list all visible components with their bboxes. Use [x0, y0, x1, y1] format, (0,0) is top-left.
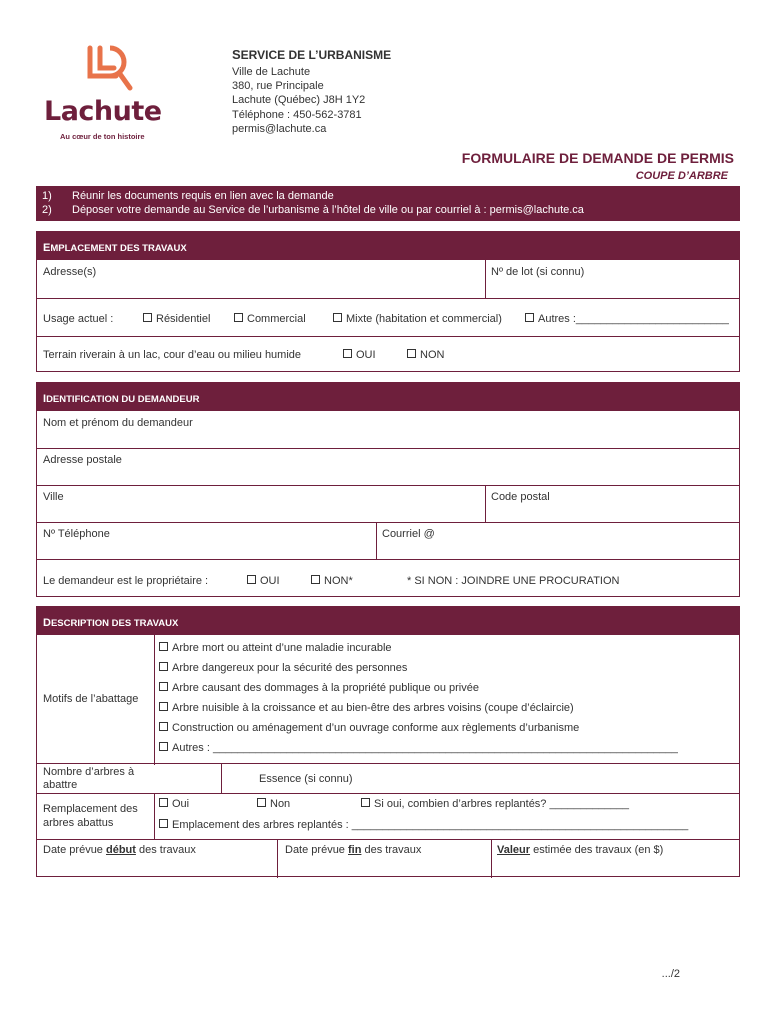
essence-label: Essence (si connu)	[259, 773, 353, 785]
adresse-label: Adresse(s)	[43, 266, 97, 278]
section-heading: IDENTIFICATION DU DEMANDEUR	[37, 383, 739, 411]
proprietaire-label: Le demandeur est le propriétaire :	[43, 575, 209, 587]
motifs-label: Motifs de l’abattage	[43, 693, 139, 705]
valeur-label: Valeur estimée des travaux (en $)	[497, 844, 664, 856]
instruction-number: 2)	[42, 204, 52, 216]
address-line: Téléphone : 450-562-3781	[232, 108, 362, 121]
lachute-logo	[44, 44, 174, 144]
motif-checkbox[interactable]: Construction ou aménagement d’un ouvrage conforme aux règlements d’urbanisme	[159, 722, 579, 734]
motif-checkbox[interactable]: Arbre causant des dommages à la propriété publique ou privée	[159, 682, 479, 694]
adresse-postale-label: Adresse postale	[43, 454, 122, 466]
address-email[interactable]: permis@lachute.ca	[232, 122, 327, 135]
motif-autres-checkbox[interactable]: Autres : ____________________________________________________________________________	[159, 742, 678, 754]
remplacement-emplacement-checkbox[interactable]: Emplacement des arbres replantés : _______________________________________________________	[159, 819, 688, 831]
date-debut-label: Date prévue début des travaux	[43, 844, 196, 856]
section-identification	[36, 382, 740, 597]
code-postal-label: Code postal	[491, 491, 550, 503]
nombre-label-2: abattre	[43, 779, 78, 791]
logo-mark-icon	[80, 44, 142, 94]
usage-mixte-checkbox[interactable]: Mixte (habitation et commercial)	[333, 313, 502, 325]
remplacement-combien-checkbox[interactable]: Si oui, combien d’arbres replantés? _____________	[361, 798, 629, 810]
instruction-text: Déposer votre demande au Service de l’urbanisme à l’hôtel de ville ou par courriel à : permis@lachute.ca	[72, 204, 584, 216]
address-line: Lachute (Québec) J8H 1Y2	[232, 94, 366, 107]
logo-tagline: Au cœur de ton histoire	[60, 132, 145, 141]
logo-name: Lachute	[44, 96, 162, 127]
address-line: 380, rue Principale	[232, 80, 324, 93]
motif-checkbox[interactable]: Arbre mort ou atteint d’une maladie incurable	[159, 642, 392, 654]
form-subtitle: COUPE D’ARBRE	[635, 170, 728, 182]
motif-checkbox[interactable]: Arbre nuisible à la croissance et au bien-être des arbres voisins (coupe d’éclaircie)	[159, 702, 574, 714]
courriel-label: Courriel @	[382, 528, 435, 540]
form-title: FORMULAIRE DE DEMANDE DE PERMIS	[461, 150, 734, 166]
nom-label: Nom et prénom du demandeur	[43, 417, 193, 429]
instruction-number: 1)	[42, 190, 52, 202]
procuration-note: * SI NON : JOINDRE UNE PROCURATION	[407, 575, 620, 587]
nombre-label-1: Nombre d’arbres à	[43, 766, 135, 778]
remplacement-oui-checkbox[interactable]: Oui	[159, 798, 189, 810]
remplacement-label-1: Remplacement des	[43, 803, 138, 815]
service-address	[232, 65, 365, 136]
lot-label: Nº de lot (si connu)	[491, 266, 585, 278]
remplacement-non-checkbox[interactable]: Non	[257, 798, 290, 810]
usage-commercial-checkbox[interactable]: Commercial	[234, 313, 306, 325]
instruction-text: Réunir les documents requis en lien avec la demande	[72, 190, 334, 202]
page-number: .../2	[661, 968, 680, 980]
riverain-label: Terrain riverain à un lac, cour d’eau ou milieu humide	[43, 349, 302, 361]
telephone-label: Nº Téléphone	[43, 528, 110, 540]
service-title: SERVICE DE L’URBANISME	[232, 47, 392, 62]
usage-label: Usage actuel :	[43, 313, 114, 325]
section-description	[36, 606, 740, 877]
motif-checkbox[interactable]: Arbre dangereux pour la sécurité des personnes	[159, 662, 407, 674]
address-line: Ville de Lachute	[232, 66, 311, 78]
section-heading: EMPLACEMENT DES TRAVAUX	[37, 232, 739, 260]
usage-autres-checkbox[interactable]: Autres :_________________________	[525, 313, 729, 325]
instructions-band	[36, 186, 740, 221]
date-fin-label: Date prévue fin des travaux	[285, 844, 422, 856]
riverain-oui-checkbox[interactable]: OUI	[343, 349, 376, 361]
proprietaire-non-checkbox[interactable]: NON*	[311, 575, 353, 587]
remplacement-label-2: arbres abattus	[43, 817, 114, 829]
ville-label: Ville	[43, 491, 64, 503]
riverain-non-checkbox[interactable]: NON	[407, 349, 444, 361]
proprietaire-oui-checkbox[interactable]: OUI	[247, 575, 280, 587]
usage-residentiel-checkbox[interactable]: Résidentiel	[143, 313, 210, 325]
section-heading: DESCRIPTION DES TRAVAUX	[37, 607, 739, 635]
section-emplacement	[36, 231, 740, 372]
